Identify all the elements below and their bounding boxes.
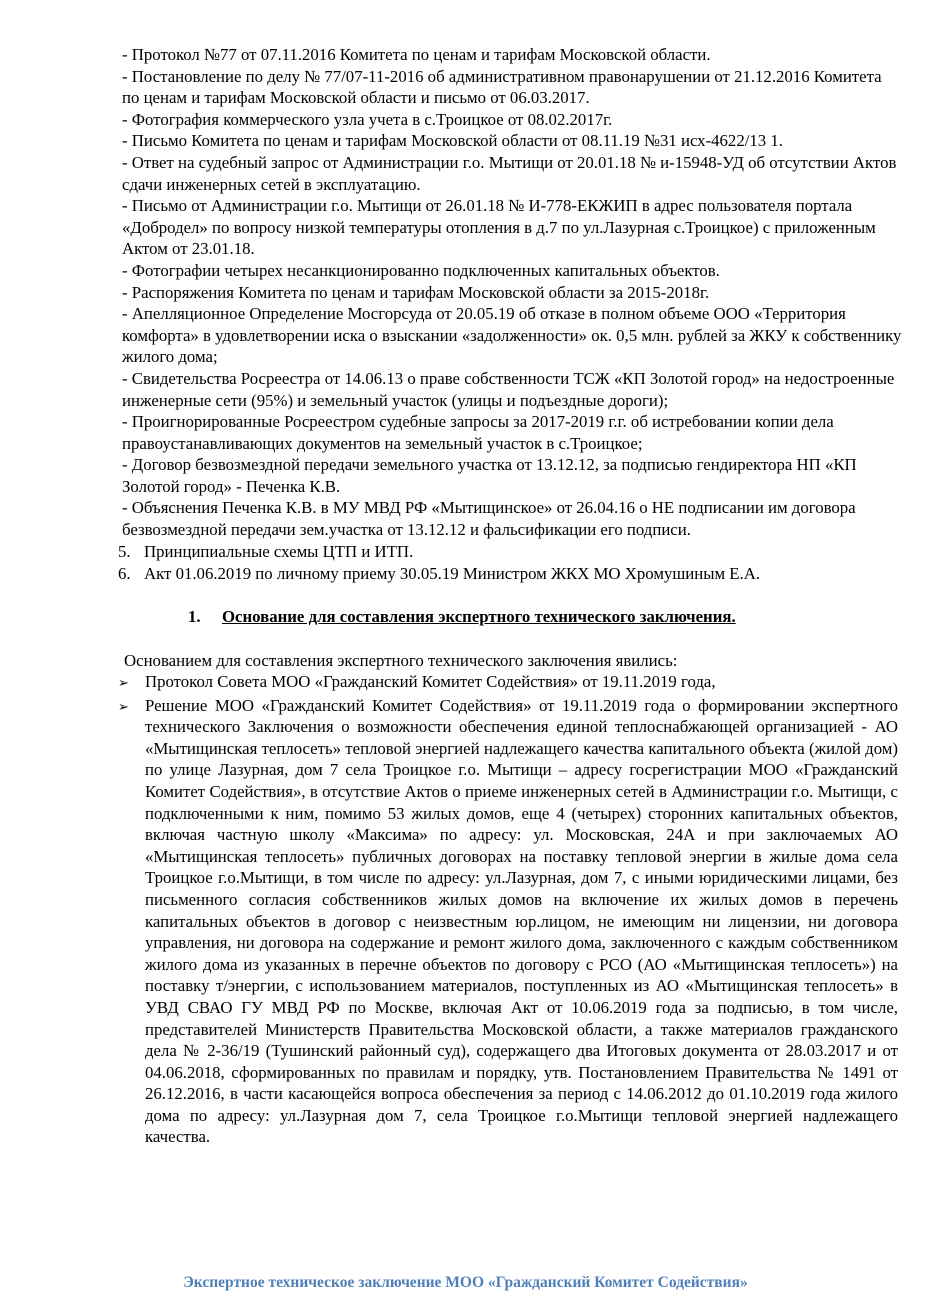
- item-number: 6.: [118, 563, 131, 583]
- reference-item: - Письмо от Администрации г.о. Мытищи от 26.01.18 № И-778-ЕКЖИП в адрес пользователя портала «Добродел» по вопросу низкой температуры отопления в д.7 по ул.Лазурная с.Троицкое) с приложенным Актом от 23.01.18.: [122, 196, 876, 259]
- item-text: Принципиальные схемы ЦТП и ИТП.: [144, 542, 414, 561]
- reference-item: - Фотография коммерческого узла учета в с.Троицкое от 08.02.2017г.: [122, 109, 613, 129]
- intro-paragraph: Основанием для составления экспертного технического заключения явились:: [124, 651, 678, 670]
- reference-item: - Ответ на судебный запрос от Администрации г.о. Мытищи от 20.01.18 № и-15948-УД об отсутствии Актов сдачи инженерных сетей в эксплуатацию.: [122, 152, 897, 194]
- bullet-text: Решение МОО «Гражданский Комитет Содействия» от 19.11.2019 года о формировании экспертного технического Заключения о возможности обеспечения единой теплоснабжающей организацией - АО «Мытищинская теплосеть» тепловой энергией надлежащего качества капитального объекта (жилой дом) по улице Лазурная, дом 7 села Троицкое г.о. Мытищи – адресу госрегистрации МОО «Гражданский Комитет Содействия», в отсутствие Актов о приеме инженерных сетей в Администрации г.о. Мытищи, с подключенными к ним, помимо 53 жилых домов, еще 4 (четырех) сторонних капитальных объектов, включая частную школу «Максима» по адресу: ул. Московская, 24А и при заключаемых АО «Мытищинская теплосеть» публичных договорах на поставку тепловой энергии в жилые дома села Троицкое г.о.Мытищи, в том числе по адресу: ул.Лазурная, дом 7, с иными юридическими лицами, без письменного согласия собственников жилых домов на включение их жилых домов в перечень капитальных объектов в договор с неизвестным юр.лицом, не имеющим ни лицензии, ни договора управления, ни договора на содержание и ремонт жилого дома, заключенного с каждым собственником жилого дома из указанных в перечне объектов по договору с РСО (АО «Мытищинская теплосеть») на поставку т/энергии, с использованием материалов, поступленных из АО «Мытищинская теплосеть» в УВД СВАО ГУ МВД РФ по Москве, включая Акт от 10.06.2019 года за подписью, в том числе, представителей Министерств Правительства Московской области, а также материалов гражданского дела № 2-36/19 (Тушинский районный суд), содержащего два Итоговых документа от 28.03.2017 и от 04.06.2018, сформированных по правилам и порядку, утв. Постановлением Правительства № 1491 от 26.12.2016, в части касающейся вопроса обеспечения за период с 14.06.2012 до 01.10.2019 года жилого дома по адресу: ул.Лазурная дом 7, села Троицкое г.о.Мытищи тепловой энергией надлежащего качества.: [145, 695, 898, 1147]
- bullet-item: [118, 671, 898, 695]
- reference-list: [122, 44, 902, 541]
- section-number: 1.: [188, 607, 201, 626]
- arrow-bullet-icon: ➢: [118, 699, 129, 715]
- reference-item: - Объяснения Печенка К.В. в МУ МВД РФ «Мытищинское» от 26.04.16 о НЕ подписании им договора безвозмездной передачи зем.участка от 13.12.12 и фальсификации его подписи.: [122, 498, 856, 540]
- reference-item: - Письмо Комитета по ценам и тарифам Московской области от 08.11.19 №31 исх-4622/13 1.: [122, 131, 783, 151]
- item-text: Акт 01.06.2019 по личному приему 30.05.19 Министром ЖКХ МО Хромушиным Е.А.: [144, 563, 761, 583]
- bullet-list: [118, 671, 898, 1148]
- page-footer: Экспертное техническое заключение МОО «Гражданский Комитет Содействия»: [183, 1274, 748, 1291]
- bullet-item: [118, 695, 898, 1148]
- section-title: Основание для составления экспертного технического заключения.: [222, 607, 736, 626]
- bullet-text: Протокол Совета МОО «Гражданский Комитет Содействия» от 19.11.2019 года,: [145, 672, 716, 691]
- section-heading: [188, 606, 736, 628]
- reference-item: - Свидетельства Росреестра от 14.06.13 о праве собственности ТСЖ «КП Золотой город» на недостроенные инженерные сети (95%) и земельный участок (улицы и подъездные дороги);: [122, 368, 895, 410]
- reference-item: - Фотографии четырех несанкционированно подключенных капитальных объектов.: [122, 260, 720, 280]
- item-number: 5.: [118, 542, 131, 561]
- numbered-list: [118, 541, 898, 584]
- reference-item: - Договор безвозмездной передачи земельного участка от 13.12.12, за подписью гендиректора НП «КП Золотой город» - Печенка К.В.: [122, 455, 857, 496]
- numbered-item: [118, 541, 898, 563]
- reference-item: - Постановление по делу № 77/07-11-2016 об административном правонарушении от 21.12.2016 Комитета по ценам и тарифам Московской области и письмо от 06.03.2017.: [122, 66, 882, 108]
- reference-item: - Протокол №77 от 07.11.2016 Комитета по ценам и тарифам Московской области.: [122, 45, 711, 64]
- reference-item: - Апелляционное Определение Мосгорсуда от 20.05.19 об отказе в полном объеме ООО «Территория комфорта» в удовлетворении иска о взыскании «задолженности» ок. 0,5 млн. рублей за ЖКУ к собственнику жилого дома;: [122, 304, 902, 367]
- reference-item: - Распоряжения Комитета по ценам и тарифам Московской области за 2015-2018г.: [122, 282, 710, 302]
- arrow-bullet-icon: ➢: [118, 676, 129, 691]
- numbered-item: [118, 563, 898, 585]
- reference-item: - Проигнорированные Росреестром судебные запросы за 2017-2019 г.г. об истребовании копии дела правоустанавливающих документов на земельный участок в с.Троицкое;: [122, 412, 834, 453]
